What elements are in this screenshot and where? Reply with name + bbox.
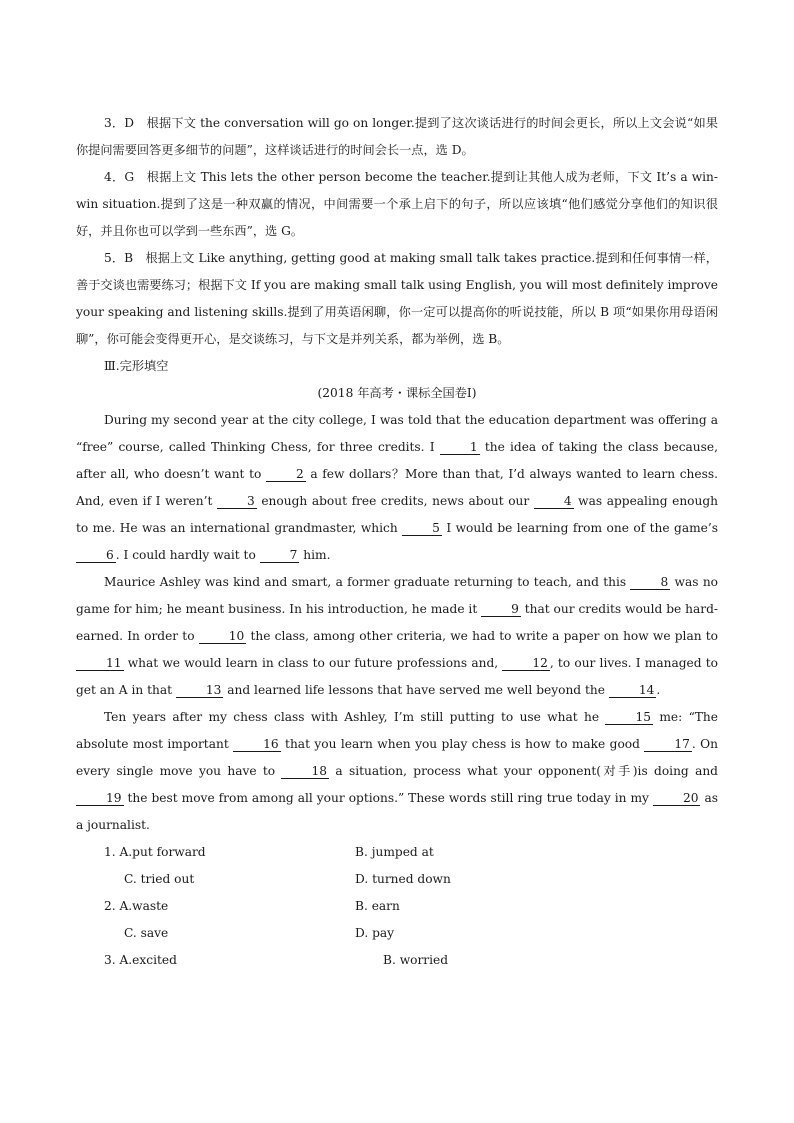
option-2b: B. earn <box>355 899 400 913</box>
option-2c: C. save <box>124 926 169 940</box>
blank-7: 7 <box>260 548 300 563</box>
blank-8: 8 <box>630 575 670 590</box>
option-3a: 3. A.excited <box>104 953 177 967</box>
answer-explanation-3: 3．D 根据下文 the conversation will go on longer.提到了这次谈话进行的时间会更长，所以上文会说“如果你提问需要回答更多细节的问题”，这样谈话进行的时间会长一点，选 D。 <box>76 116 718 157</box>
blank-3: 3 <box>217 494 257 509</box>
blank-9: 9 <box>481 602 521 617</box>
blank-4: 4 <box>534 494 574 509</box>
blank-1: 1 <box>440 440 480 455</box>
passage-paragraph-1: During my second year at the city college, I was told that the education department was offering a “free” course, called Thinking Chess, for three credits. I 1 the idea of taking the class because, after all, who doesn’t want to 2 a few dollars？More than that, I’d always wanted to learn chess. And, even if I weren’t 3 enough about free credits, news about our 4 was appealing enough to me. He was an international grandmaster, which 5 I would be learning from one of the game’s 6 . I could hardly wait to 7 him. <box>76 413 719 562</box>
blank-12: 12 <box>502 656 550 671</box>
passage-paragraph-2: Maurice Ashley was kind and smart, a former graduate returning to teach, and this 8 was no game for him; he meant business. In his introduction, he made it 9 that our credits would be hard-earned. In order to 10 the class, among other criteria, we had to write a paper on how we plan to 11 what we would learn in class to our future professions and, 12 , to our lives. I managed to get an A in that 13 and learned life lessons that have served me well beyond the 14 . <box>76 575 719 697</box>
option-row <box>76 839 718 866</box>
blank-20: 20 <box>653 791 701 806</box>
option-1d: D. turned down <box>355 872 451 886</box>
option-1b: B. jumped at <box>355 845 434 859</box>
option-1c: C. tried out <box>124 872 195 886</box>
source-line: (2018 年高考・课标全国卷Ⅰ) <box>317 386 477 400</box>
blank-13: 13 <box>176 683 224 698</box>
blank-18: 18 <box>281 764 329 779</box>
blank-19: 19 <box>76 791 124 806</box>
option-3b: B. worried <box>383 953 449 967</box>
option-2d: D. pay <box>355 926 395 940</box>
blank-11: 11 <box>76 656 124 671</box>
answer-explanation-4: 4．G 根据上文 This lets the other person become the teacher.提到让其他人成为老师，下文 It’s a win-win situation.提到了这是一种双赢的情况，中间需要一个承上启下的句子，所以应该填“他们感觉分享他们的知识很好，并且你也可以学到一些东西”，选 G。 <box>76 170 718 238</box>
blank-17: 17 <box>644 737 692 752</box>
options-list <box>76 839 718 974</box>
option-row <box>76 866 718 893</box>
option-row <box>76 893 718 920</box>
blank-14: 14 <box>609 683 657 698</box>
section-title: Ⅲ.完形填空 <box>104 359 169 373</box>
blank-16: 16 <box>233 737 281 752</box>
option-2a: 2. A.waste <box>104 899 169 913</box>
blank-5: 5 <box>402 521 442 536</box>
option-row <box>76 947 718 974</box>
passage-paragraph-3: Ten years after my chess class with Ashley, I’m still putting to use what he 15 me: “The absolute most important 16 that you learn when you play chess is how to make good 17 . On every single move you have to 18 a situation, process what your opponent(对手)is doing and 19 the best move from among all your options.” These words still ring true today in my 20 as a journalist. <box>76 710 718 832</box>
blank-10: 10 <box>199 629 247 644</box>
blank-2: 2 <box>266 467 306 482</box>
blank-15: 15 <box>605 710 653 725</box>
option-row <box>76 920 718 947</box>
option-1a: 1. A.put forward <box>104 845 206 859</box>
blank-6: 6 <box>76 548 116 563</box>
document-page <box>76 110 718 974</box>
answer-explanation-5: 5．B 根据上文 Like anything, getting good at making small talk takes practice.提到和任何事情一样，善于交谈也需要练习；根据下文 If you are making small talk using English, you will most definitely improve your speaking and listening skills.提到了用英语闲聊，你一定可以提高你的听说技能，所以 B 项“如果你用母语闲聊”，你可能会变得更开心，是交谈练习，与下文是并列关系，都为举例，选 B。 <box>76 251 718 346</box>
